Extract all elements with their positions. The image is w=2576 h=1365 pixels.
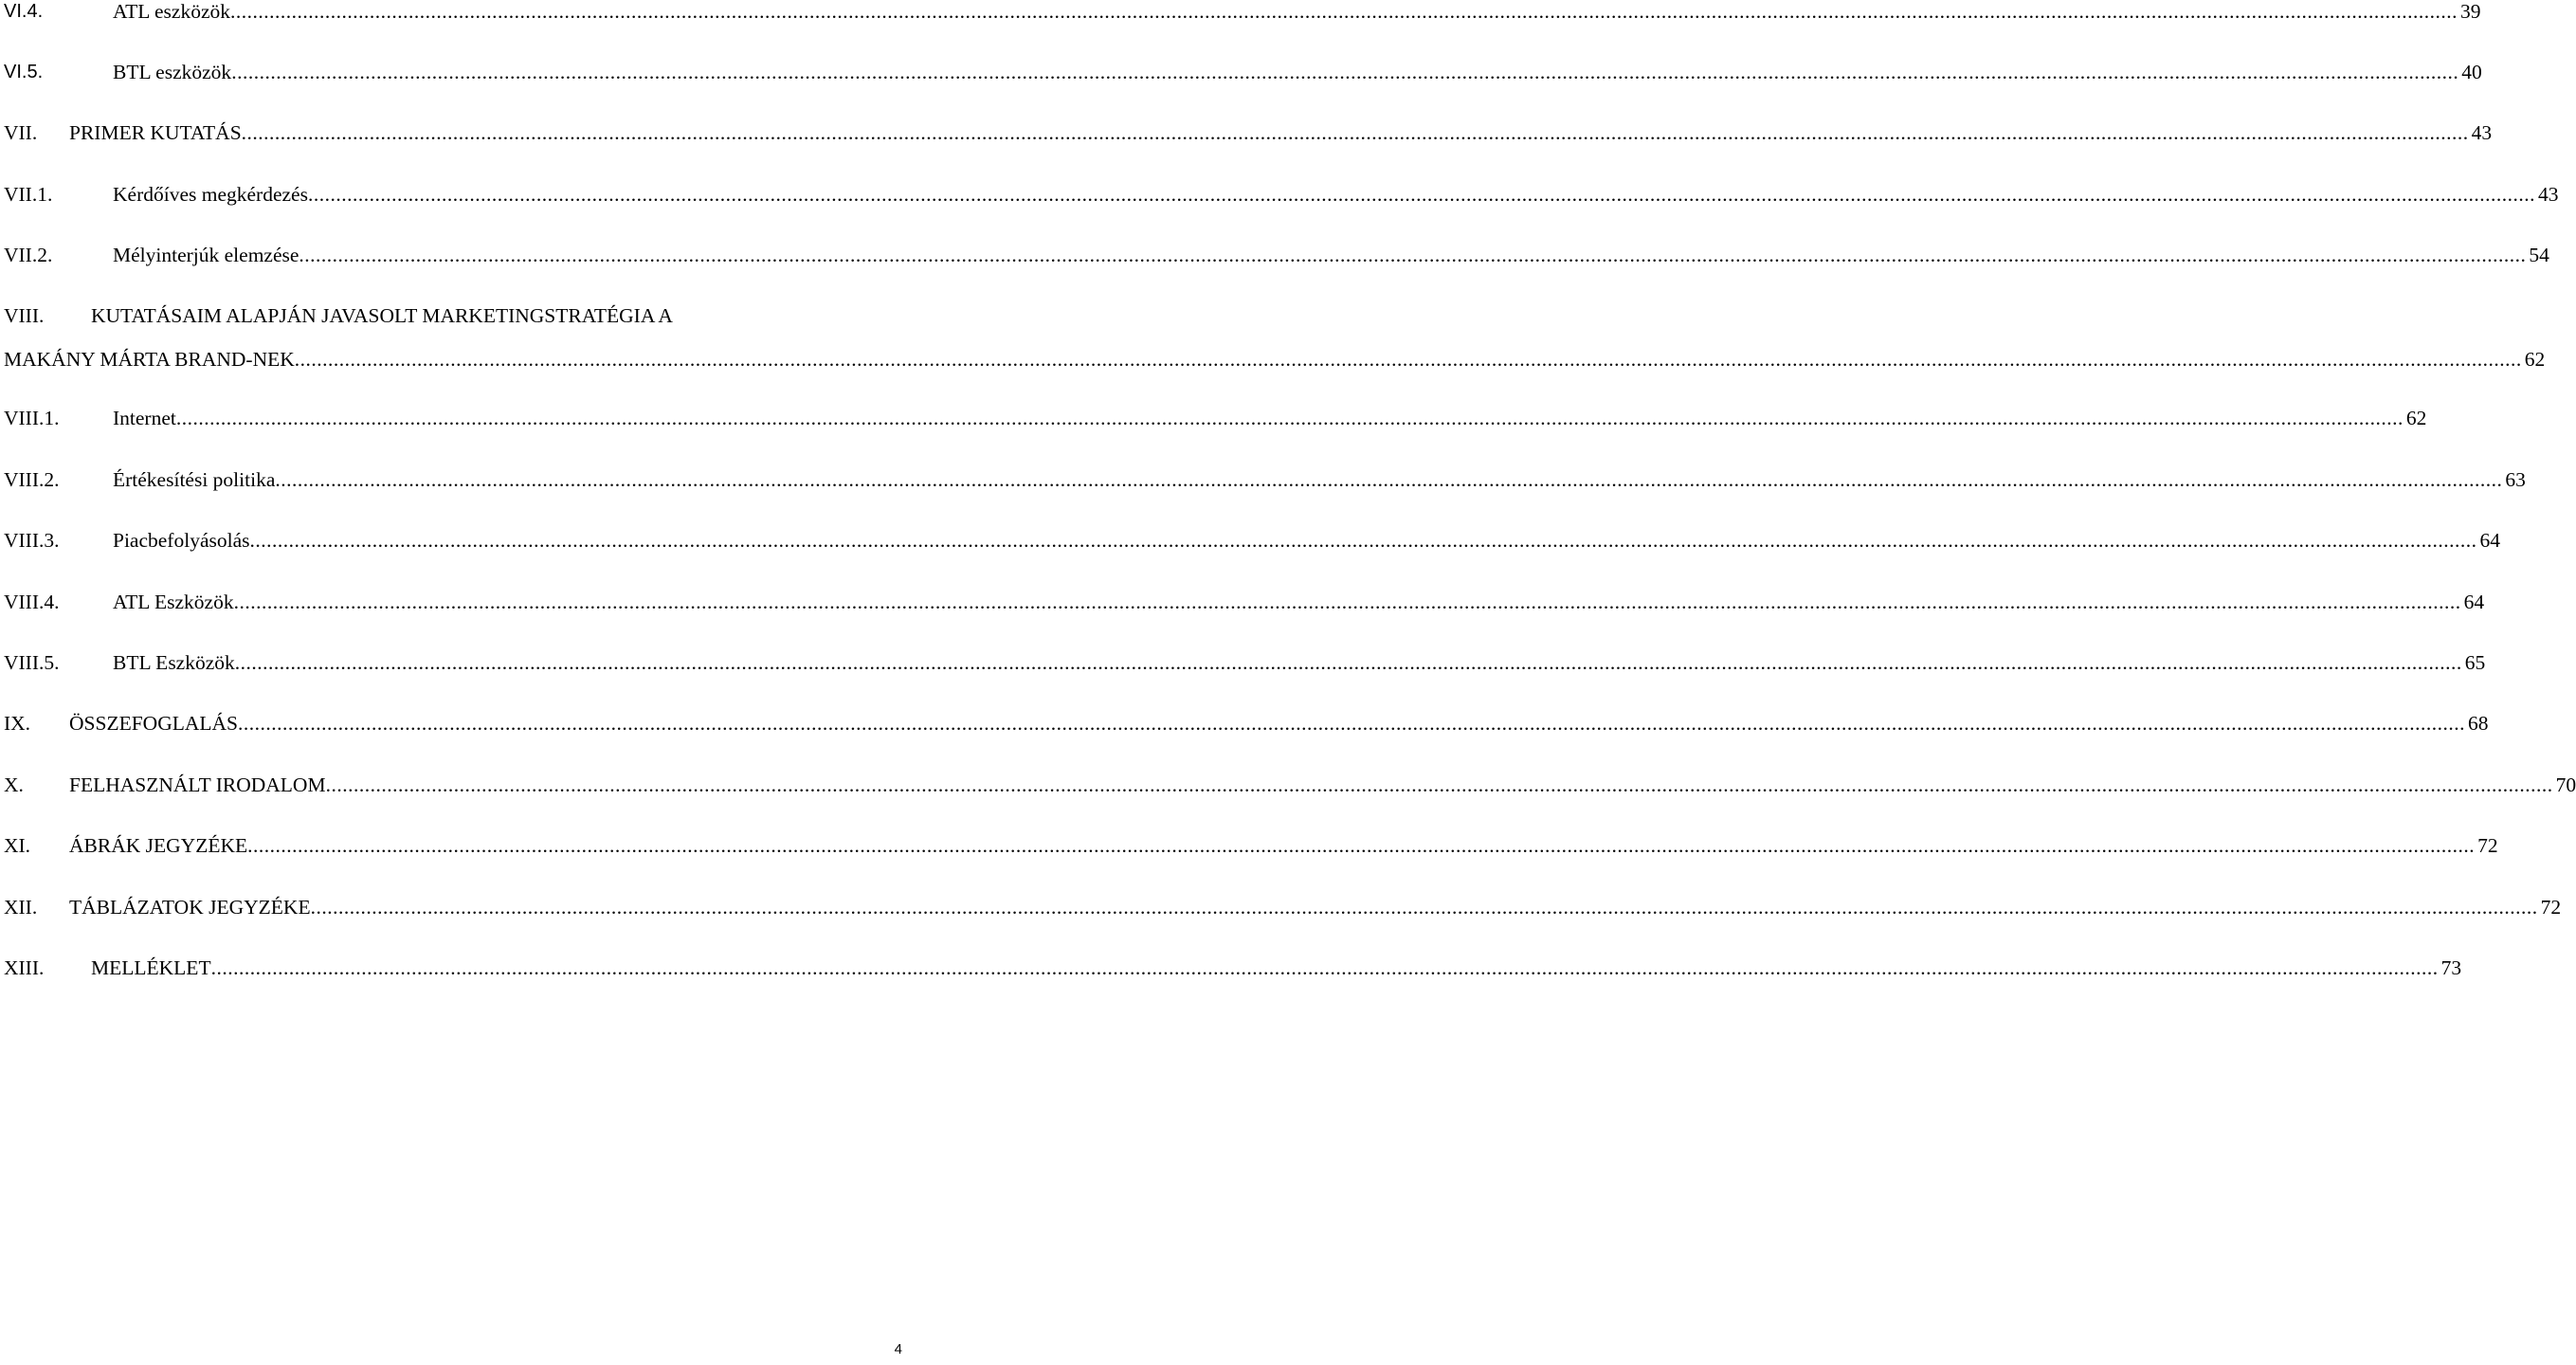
toc-entry-page: 68 bbox=[2468, 712, 2489, 735]
toc-entry-number: VII.2. bbox=[4, 244, 53, 266]
toc-entry-number: VII.1. bbox=[4, 183, 53, 206]
toc-entry bbox=[0, 646, 2486, 679]
toc-entry-title: ÁBRÁK JEGYZÉKE bbox=[69, 834, 248, 857]
toc-entry-page: 64 bbox=[2479, 529, 2500, 552]
toc-entry-page: 43 bbox=[2537, 183, 2559, 206]
toc-entry-title: Internet bbox=[113, 407, 176, 429]
toc-leader-dots: ................................................................................................................................................................................................................................................................................................................................................................................................................ bbox=[238, 712, 2465, 735]
toc-entry-title: Értékesítési politika bbox=[113, 468, 276, 491]
toc-entry-title: ÖSSZEFOGLALÁS bbox=[69, 712, 238, 735]
toc-entry-title: FELHASZNÁLT IRODALOM bbox=[69, 774, 326, 796]
toc-entry-number: X. bbox=[4, 774, 24, 796]
toc-entry-page: 72 bbox=[2540, 896, 2562, 919]
page-number: 4 bbox=[894, 1341, 902, 1357]
toc-entry bbox=[0, 891, 2562, 923]
toc-leader-dots: ................................................................................................................................................................................................................................................................................................................................................................................................................ bbox=[307, 183, 2535, 206]
toc-entry-number: XI. bbox=[4, 834, 31, 857]
toc-entry bbox=[0, 178, 2559, 210]
toc-leader-dots: ................................................................................................................................................................................................................................................................................................................................................................................................................ bbox=[210, 956, 2439, 979]
toc-entry-title-continued: MAKÁNY MÁRTA BRAND-NEK bbox=[4, 348, 295, 371]
toc-entry bbox=[0, 707, 2489, 739]
toc-entry-number: VIII.1. bbox=[4, 407, 60, 429]
toc-entry-page: 63 bbox=[2505, 468, 2526, 491]
toc-entry-title: BTL Eszközök bbox=[113, 651, 235, 674]
toc-entry-title: TÁBLÁZATOK JEGYZÉKE bbox=[69, 896, 311, 919]
toc-entry-title: Piacbefolyásolás bbox=[113, 529, 250, 552]
toc-entry-page: 72 bbox=[2477, 834, 2498, 857]
toc-entry-number: VII. bbox=[4, 121, 38, 144]
toc-entry-number: VIII. bbox=[4, 304, 45, 327]
toc-entry-number: XII. bbox=[4, 896, 38, 919]
toc-entry-number: VIII.2. bbox=[4, 468, 60, 491]
toc-entry-page: 64 bbox=[2463, 591, 2485, 613]
toc-entry-page: 40 bbox=[2461, 61, 2482, 83]
toc-leader-dots: ................................................................................................................................................................................................................................................................................................................................................................................................................ bbox=[229, 0, 2458, 23]
toc-leader-dots: ................................................................................................................................................................................................................................................................................................................................................................................................................ bbox=[249, 529, 2477, 552]
toc-entry-title: KUTATÁSAIM ALAPJÁN JAVASOLT MARKETINGSTRATÉGIA A bbox=[91, 304, 673, 327]
toc-entry-number: VIII.3. bbox=[4, 529, 60, 552]
toc-entry-continuation bbox=[0, 343, 2546, 375]
toc-entry-title: ATL eszközök bbox=[113, 0, 230, 23]
toc-leader-dots: ................................................................................................................................................................................................................................................................................................................................................................................................................ bbox=[310, 896, 2538, 919]
toc-entry-page: 43 bbox=[2471, 121, 2493, 144]
toc-entry-title: Kérdőíves megkérdezés bbox=[113, 183, 308, 206]
toc-entry-title: BTL eszközök bbox=[113, 61, 232, 83]
toc-leader-dots: ................................................................................................................................................................................................................................................................................................................................................................................................................ bbox=[234, 651, 2462, 674]
toc-entry bbox=[0, 402, 2427, 434]
toc-entry-page: 73 bbox=[2440, 956, 2462, 979]
toc-leader-dots: ................................................................................................................................................................................................................................................................................................................................................................................................................ bbox=[294, 348, 2522, 371]
toc-leader-dots: ................................................................................................................................................................................................................................................................................................................................................................................................................ bbox=[247, 834, 2476, 857]
toc-entry-title: MELLÉKLET bbox=[91, 956, 211, 979]
toc-entry-page: 62 bbox=[2524, 348, 2546, 371]
toc-leader-dots: ................................................................................................................................................................................................................................................................................................................................................................................................................ bbox=[233, 591, 2461, 613]
toc-entry-page: 54 bbox=[2529, 244, 2549, 266]
toc-entry-page: 62 bbox=[2405, 407, 2427, 429]
toc-leader-dots: ................................................................................................................................................................................................................................................................................................................................................................................................................ bbox=[231, 61, 2459, 83]
toc-entry-title: Mélyinterjúk elemzése bbox=[113, 244, 299, 266]
toc-entry bbox=[0, 117, 2493, 149]
toc-leader-dots: ................................................................................................................................................................................................................................................................................................................................................................................................................ bbox=[325, 774, 2553, 796]
toc-entry-page: 65 bbox=[2464, 651, 2486, 674]
toc-entry-number: VI.4. bbox=[4, 1, 44, 22]
toc-entry bbox=[0, 829, 2498, 862]
toc-entry-number: VIII.4. bbox=[4, 591, 60, 613]
toc-entry-number: VI.5. bbox=[4, 62, 44, 82]
toc-entry bbox=[0, 952, 2462, 984]
toc-leader-dots: ................................................................................................................................................................................................................................................................................................................................................................................................................ bbox=[241, 121, 2469, 144]
toc-entry bbox=[0, 239, 2549, 271]
toc-entry bbox=[0, 524, 2500, 556]
toc-entry-title: PRIMER KUTATÁS bbox=[69, 121, 242, 144]
toc-entry-number: VIII.5. bbox=[4, 651, 60, 674]
toc-entry bbox=[0, 0, 2481, 27]
toc-entry-number: XIII. bbox=[4, 956, 45, 979]
toc-entry bbox=[0, 300, 905, 332]
toc-leader-dots: ................................................................................................................................................................................................................................................................................................................................................................................................................ bbox=[275, 468, 2503, 491]
toc-entry-page: 39 bbox=[2459, 0, 2481, 23]
toc-entry-page: 70 bbox=[2555, 774, 2576, 796]
toc-leader-dots: ................................................................................................................................................................................................................................................................................................................................................................................................................ bbox=[299, 244, 2527, 266]
toc-entry-number: IX. bbox=[4, 712, 31, 735]
toc-entry bbox=[0, 56, 2482, 88]
toc-leader-dots: ................................................................................................................................................................................................................................................................................................................................................................................................................ bbox=[175, 407, 2404, 429]
toc-entry bbox=[0, 586, 2485, 618]
toc-entry-title: ATL Eszközök bbox=[113, 591, 234, 613]
toc-entry bbox=[0, 464, 2526, 496]
toc-entry bbox=[0, 769, 2576, 801]
